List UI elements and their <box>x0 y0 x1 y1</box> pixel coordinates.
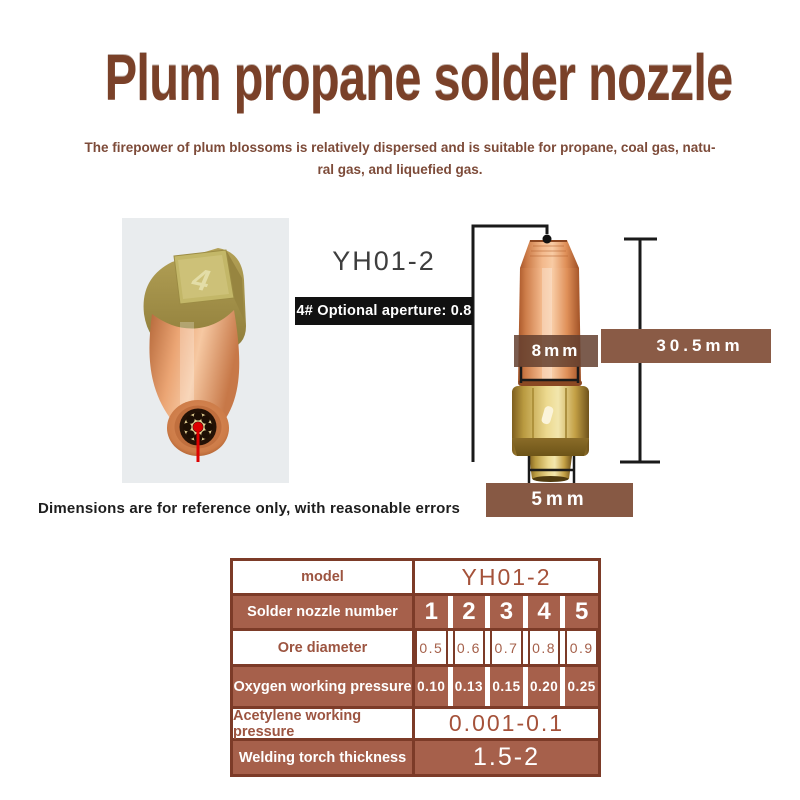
cell: 3 <box>490 596 523 628</box>
row-label: model <box>233 561 415 593</box>
reference-note: Dimensions are for reference only, with reasonable errors <box>38 500 461 517</box>
shoulder-band <box>518 380 582 386</box>
nozzle-photo-angled <box>122 218 289 483</box>
row-label: Ore diameter <box>233 631 415 664</box>
cell: 0.6 <box>453 631 486 664</box>
cell: 0.8 <box>528 631 561 664</box>
table-row-torch-thickness <box>233 738 598 774</box>
cell: 0.13 <box>453 667 486 706</box>
cell: 0.20 <box>528 667 561 706</box>
hex-stamp-number: 4 <box>189 262 213 299</box>
copper-tip-cone <box>520 240 579 268</box>
page-title: Plum propane solder nozzle <box>104 41 733 114</box>
diagram-area <box>0 200 800 540</box>
dim-label-8mm: 8mm <box>514 335 598 367</box>
table-row-model <box>233 561 598 593</box>
row-value: 1.5-2 <box>415 741 598 774</box>
table-row-acetylene-pressure <box>233 706 598 738</box>
dim-label-30-5mm: 30.5mm <box>601 329 771 363</box>
row-label: Solder nozzle number <box>233 596 415 628</box>
cell: 0.10 <box>415 667 448 706</box>
table-row-oxygen-pressure <box>233 664 598 706</box>
table-row-ore-diameter <box>233 628 598 664</box>
table-row-nozzle-number <box>233 593 598 628</box>
model-label: YH01-2 <box>332 246 436 276</box>
cell: 1 <box>415 596 448 628</box>
row-value: YH01-2 <box>461 563 552 590</box>
row-label: Welding torch thickness <box>233 741 415 774</box>
dim-label-5mm: 5mm <box>486 483 633 517</box>
hex-bottom-chamfer <box>512 438 589 456</box>
neck-bottom <box>533 476 569 482</box>
row-label: Oxygen working pressure <box>233 667 415 706</box>
subtitle <box>0 137 800 181</box>
cell: 2 <box>453 596 486 628</box>
spec-table <box>230 558 601 777</box>
subtitle-line-2: ral gas, and liquefied gas. <box>317 162 483 177</box>
center-hole <box>193 422 204 433</box>
thread-neck <box>529 456 572 479</box>
cell: 0.7 <box>490 631 523 664</box>
cell: 0.25 <box>565 667 598 706</box>
plum-blossom-tip <box>167 400 229 456</box>
cell: 4 <box>528 596 561 628</box>
cell: 0.5 <box>415 631 448 664</box>
cell: 0.15 <box>490 667 523 706</box>
aperture-badge: 4# Optional aperture: 0.8 <box>295 297 473 325</box>
subtitle-line-1: The firepower of plum blossoms is relatively dispersed and is suitable for propane, coal gas, natu- <box>84 140 716 155</box>
body-highlight <box>180 322 194 414</box>
cell: 0.9 <box>565 631 598 664</box>
cell: 5 <box>565 596 598 628</box>
row-value: 0.001-0.1 <box>448 710 565 736</box>
row-label: Acetylene working pressure <box>233 709 415 738</box>
